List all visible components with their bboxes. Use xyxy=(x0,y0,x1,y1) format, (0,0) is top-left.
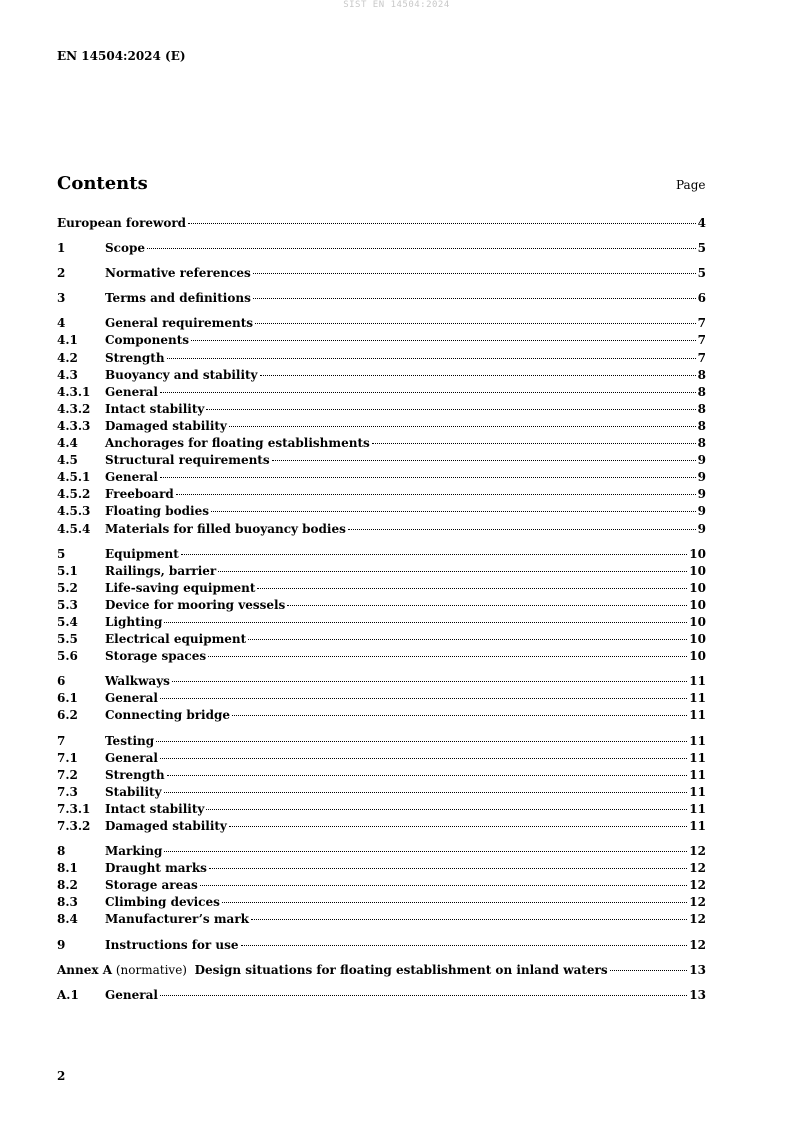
toc-entry-number: A.1 xyxy=(57,987,79,1002)
toc-entry-title: General xyxy=(105,750,158,765)
toc-entry[interactable] xyxy=(57,240,706,257)
toc-entry[interactable] xyxy=(57,401,706,418)
toc-entry-number: 5.6 xyxy=(57,649,78,664)
toc-entry-title: Draught marks xyxy=(105,861,207,876)
dot-leader xyxy=(229,426,696,427)
toc-entry-number: 4.3 xyxy=(57,367,78,382)
toc-entry[interactable] xyxy=(57,215,706,232)
toc-entry-page: 7 xyxy=(697,333,706,348)
toc-entry-title: Device for mooring vessels xyxy=(105,597,286,612)
dot-leader xyxy=(348,529,696,530)
dot-leader xyxy=(229,826,687,827)
toc-entry-number: 6 xyxy=(57,674,66,689)
toc-entry-number: 5 xyxy=(57,546,66,561)
dot-leader xyxy=(206,809,687,810)
toc-entry-title: General xyxy=(105,987,158,1002)
toc-entry-number: 5.3 xyxy=(57,597,78,612)
toc-entry-page: 12 xyxy=(689,861,706,876)
toc-entry-page: 5 xyxy=(697,266,706,281)
toc-entry-title: Anchorages for floating establishments xyxy=(105,436,370,451)
toc-entry-title: Strength xyxy=(105,767,165,782)
toc-entry-title: Intact stability xyxy=(105,801,205,816)
toc-entry-title: Climbing devices xyxy=(105,895,220,910)
toc-entry-page: 12 xyxy=(689,844,706,859)
page-title: Contents xyxy=(57,173,148,194)
dot-leader xyxy=(167,358,696,359)
toc-entry[interactable] xyxy=(57,315,706,332)
toc-entry-number: 7.1 xyxy=(57,750,78,765)
toc-entry-page: 11 xyxy=(689,784,706,799)
toc-entry-page: 9 xyxy=(697,504,706,519)
dot-leader xyxy=(257,588,687,589)
toc-entry[interactable] xyxy=(57,631,706,648)
document-id: EN 14504:2024 (E) xyxy=(57,49,186,63)
page-number: 2 xyxy=(57,1069,66,1083)
dot-leader xyxy=(160,698,687,699)
toc-entry-number: 6.2 xyxy=(57,708,78,723)
toc-entry-number: 4.3.1 xyxy=(57,384,91,399)
toc-entry-page: 9 xyxy=(697,470,706,485)
toc-entry-title: Normative references xyxy=(105,266,251,281)
toc-entry[interactable] xyxy=(57,707,706,724)
toc-entry-number: 5.1 xyxy=(57,563,78,578)
dot-leader xyxy=(241,945,688,946)
dot-leader xyxy=(206,409,695,410)
toc-entry-page: 12 xyxy=(689,895,706,910)
toc-entry-page: 10 xyxy=(689,546,706,561)
toc-entry-title: Storage areas xyxy=(105,878,198,893)
toc-entry-title: General requirements xyxy=(105,316,254,331)
toc-entry-number: 4.5.2 xyxy=(57,487,91,502)
toc-entry-title: European foreword xyxy=(57,216,187,230)
toc-entry-title: Walkways xyxy=(105,674,170,689)
toc-entry-page: 11 xyxy=(689,819,706,833)
dot-leader xyxy=(260,375,696,376)
toc-entry[interactable] xyxy=(57,818,706,835)
dot-leader xyxy=(172,681,687,682)
toc-entry-title: Intact stability xyxy=(105,401,205,416)
toc-entry-page: 12 xyxy=(689,878,706,893)
toc-entry[interactable] xyxy=(57,435,706,452)
toc-entry-page: 4 xyxy=(697,216,706,230)
toc-entry-number: 6.1 xyxy=(57,691,78,706)
toc-entry-page: 6 xyxy=(697,291,706,306)
toc-entry-number: 5.5 xyxy=(57,632,78,647)
toc-entry-page: 13 xyxy=(689,962,706,977)
toc-entry-title: Electrical equipment xyxy=(105,632,247,647)
toc-entry-page: 13 xyxy=(689,987,706,1002)
toc-entry-title: Storage spaces xyxy=(105,649,207,664)
annex-note: (normative) xyxy=(112,962,195,977)
toc-entry[interactable] xyxy=(57,521,706,538)
toc-entry[interactable] xyxy=(57,597,706,614)
toc-entry-page: 8 xyxy=(697,401,706,416)
toc-entry-title: Components xyxy=(105,333,190,348)
toc-entry-title: Damaged stability xyxy=(105,418,227,433)
toc-entry-number: 4.5.3 xyxy=(57,504,91,519)
toc-entry-title: Structural requirements xyxy=(105,453,270,468)
toc-entry-title: General xyxy=(105,384,158,399)
toc-entry[interactable] xyxy=(57,563,706,580)
toc-entry-number: 4.4 xyxy=(57,436,78,451)
toc-entry-title: Stability xyxy=(105,784,162,799)
dot-leader xyxy=(248,639,687,640)
toc-entry-title: Railings, barrier xyxy=(105,563,217,578)
toc-entry[interactable] xyxy=(57,673,706,690)
dot-leader xyxy=(160,477,696,478)
toc-entry[interactable] xyxy=(57,265,706,282)
toc-entry-number: 8 xyxy=(57,844,66,859)
toc-entry[interactable] xyxy=(57,860,706,877)
toc-entry-title: Buoyancy and stability xyxy=(105,367,258,382)
toc-entry-page: 7 xyxy=(697,350,706,365)
toc-entry[interactable] xyxy=(57,418,706,435)
toc-entry-number: 4.3.2 xyxy=(57,401,91,416)
toc-entry-page: 8 xyxy=(697,418,706,433)
toc-entry-number: 5.2 xyxy=(57,580,78,595)
toc-entry-page: 10 xyxy=(689,597,706,612)
toc-entry[interactable] xyxy=(57,937,706,954)
dot-leader xyxy=(164,622,687,623)
dot-leader xyxy=(191,340,696,341)
toc-entry-number: 8.2 xyxy=(57,878,78,893)
toc-entry-title: Life-saving equipment xyxy=(105,580,256,595)
dot-leader xyxy=(610,970,688,971)
toc-entry-number: 7.3.2 xyxy=(57,819,91,833)
toc-entry[interactable] xyxy=(57,614,706,631)
toc-entry[interactable] xyxy=(57,962,706,979)
toc-entry[interactable] xyxy=(57,367,706,384)
toc-entry[interactable] xyxy=(57,750,706,767)
dot-leader xyxy=(253,298,696,299)
toc-entry-page: 11 xyxy=(689,767,706,782)
toc-entry-page: 10 xyxy=(689,649,706,664)
toc-entry-number: 9 xyxy=(57,937,66,952)
dot-leader xyxy=(160,758,687,759)
toc-entry-page: 11 xyxy=(689,708,706,723)
toc-entry[interactable] xyxy=(57,733,706,750)
toc-entry-number: 7.3 xyxy=(57,784,78,799)
toc-entry-page: 8 xyxy=(697,367,706,382)
toc-entry-title: Floating bodies xyxy=(105,504,209,519)
toc-entry[interactable] xyxy=(57,843,706,860)
toc-entry-title: General xyxy=(105,470,158,485)
toc-entry-title: Damaged stability xyxy=(105,819,227,833)
dot-leader xyxy=(164,851,687,852)
toc-entry-page: 12 xyxy=(689,937,706,952)
toc-entry-number: 1 xyxy=(57,241,66,256)
dot-leader xyxy=(232,715,687,716)
toc-entry[interactable] xyxy=(57,503,706,520)
dot-leader xyxy=(200,885,688,886)
toc-entry-page: 11 xyxy=(689,750,706,765)
toc-entry-title: Testing xyxy=(105,733,155,748)
toc-entry-number: 8.3 xyxy=(57,895,78,910)
toc-entry-title: Instructions for use xyxy=(105,937,239,952)
dot-leader xyxy=(222,902,687,903)
toc-entry-title: Manufacturer’s mark xyxy=(105,912,249,927)
dot-leader xyxy=(255,323,696,324)
toc-entry[interactable] xyxy=(57,987,706,1004)
toc-entry-title: Strength xyxy=(105,350,165,365)
toc-entry-page: 10 xyxy=(689,614,706,629)
toc-entry-title: Freeboard xyxy=(105,487,174,502)
toc-entry-title: Connecting bridge xyxy=(105,708,231,723)
toc-entry[interactable] xyxy=(57,894,706,911)
toc-entry-page: 9 xyxy=(697,521,706,536)
dot-leader xyxy=(253,273,696,274)
toc-entry-number: 5.4 xyxy=(57,614,78,629)
toc-entry-number: 2 xyxy=(57,266,66,281)
toc-entry[interactable] xyxy=(57,546,706,563)
toc-entry-number: 4.2 xyxy=(57,350,78,365)
dot-leader xyxy=(167,775,688,776)
dot-leader xyxy=(209,868,687,869)
toc-entry[interactable] xyxy=(57,784,706,801)
toc-entry[interactable] xyxy=(57,486,706,503)
dot-leader xyxy=(372,443,696,444)
toc-entry-page: 9 xyxy=(697,487,706,502)
page-column-label: Page xyxy=(676,178,706,192)
toc-entry-number: 7.3.1 xyxy=(57,801,91,816)
toc-entry-title: Equipment xyxy=(105,546,179,561)
toc-entry-page: 11 xyxy=(689,691,706,706)
dot-leader xyxy=(147,248,696,249)
toc-entry[interactable] xyxy=(57,877,706,894)
dot-leader xyxy=(272,460,696,461)
toc-entry[interactable] xyxy=(57,452,706,469)
toc-entry-page: 11 xyxy=(689,733,706,748)
toc-entry[interactable] xyxy=(57,911,706,928)
toc-entry[interactable] xyxy=(57,801,706,818)
toc-entry-number: 8.1 xyxy=(57,861,78,876)
toc-entry-title: Materials for filled buoyancy bodies xyxy=(105,521,346,536)
toc-entry-page: 11 xyxy=(689,801,706,816)
toc-entry[interactable] xyxy=(57,767,706,784)
toc-entry-page: 12 xyxy=(689,912,706,927)
dot-leader xyxy=(164,792,688,793)
toc-entry-page: 10 xyxy=(689,563,706,578)
toc-entry-page: 8 xyxy=(697,436,706,451)
toc-entry-number: 4.1 xyxy=(57,333,78,348)
dot-leader xyxy=(208,656,687,657)
toc-entry-number: 7 xyxy=(57,733,66,748)
dot-leader xyxy=(160,392,696,393)
dot-leader xyxy=(211,511,696,512)
toc-entry-page: 10 xyxy=(689,632,706,647)
toc-entry-page: 7 xyxy=(697,316,706,331)
toc-entry-number: 4.5.4 xyxy=(57,521,91,536)
toc-entry[interactable] xyxy=(57,290,706,307)
dot-leader xyxy=(156,741,687,742)
dot-leader xyxy=(188,223,696,224)
toc-entry[interactable] xyxy=(57,690,706,707)
toc-entry-title: Lighting xyxy=(105,614,163,629)
dot-leader xyxy=(251,919,687,920)
dot-leader xyxy=(160,995,687,996)
toc-entry-number: 4.3.3 xyxy=(57,418,91,433)
toc-entry-title: General xyxy=(105,691,158,706)
toc-entry-title: Scope xyxy=(105,241,146,256)
toc-entry-page: 8 xyxy=(697,384,706,399)
watermark: SIST EN 14504:2024 xyxy=(343,0,450,10)
toc-entry[interactable] xyxy=(57,332,706,349)
toc-entry-number: 4 xyxy=(57,316,66,331)
dot-leader xyxy=(287,605,687,606)
toc-entry-number: 7.2 xyxy=(57,767,78,782)
toc-entry-title xyxy=(57,962,608,979)
toc-entry[interactable] xyxy=(57,350,706,367)
toc-entry-title: Marking xyxy=(105,844,163,859)
toc-entry[interactable] xyxy=(57,384,706,401)
toc-entry-page: 5 xyxy=(697,241,706,256)
annex-label: Annex A xyxy=(57,962,113,977)
toc-entry-title: Terms and definitions xyxy=(105,291,251,306)
dot-leader xyxy=(218,571,687,572)
dot-leader xyxy=(181,554,687,555)
toc-entry-number: 8.4 xyxy=(57,912,78,927)
toc-entry[interactable] xyxy=(57,469,706,486)
annex-title: Design situations for floating establishment on inland waters xyxy=(194,962,608,977)
toc-entry-number: 4.5.1 xyxy=(57,470,91,485)
toc-entry-number: 3 xyxy=(57,291,66,306)
table-of-contents xyxy=(57,215,706,1004)
toc-entry[interactable] xyxy=(57,580,706,597)
toc-entry-page: 9 xyxy=(697,453,706,468)
toc-entry-page: 10 xyxy=(689,580,706,595)
dot-leader xyxy=(176,494,696,495)
toc-entry-page: 11 xyxy=(689,674,706,689)
toc-entry-number: 4.5 xyxy=(57,453,78,468)
toc-entry[interactable] xyxy=(57,648,706,665)
